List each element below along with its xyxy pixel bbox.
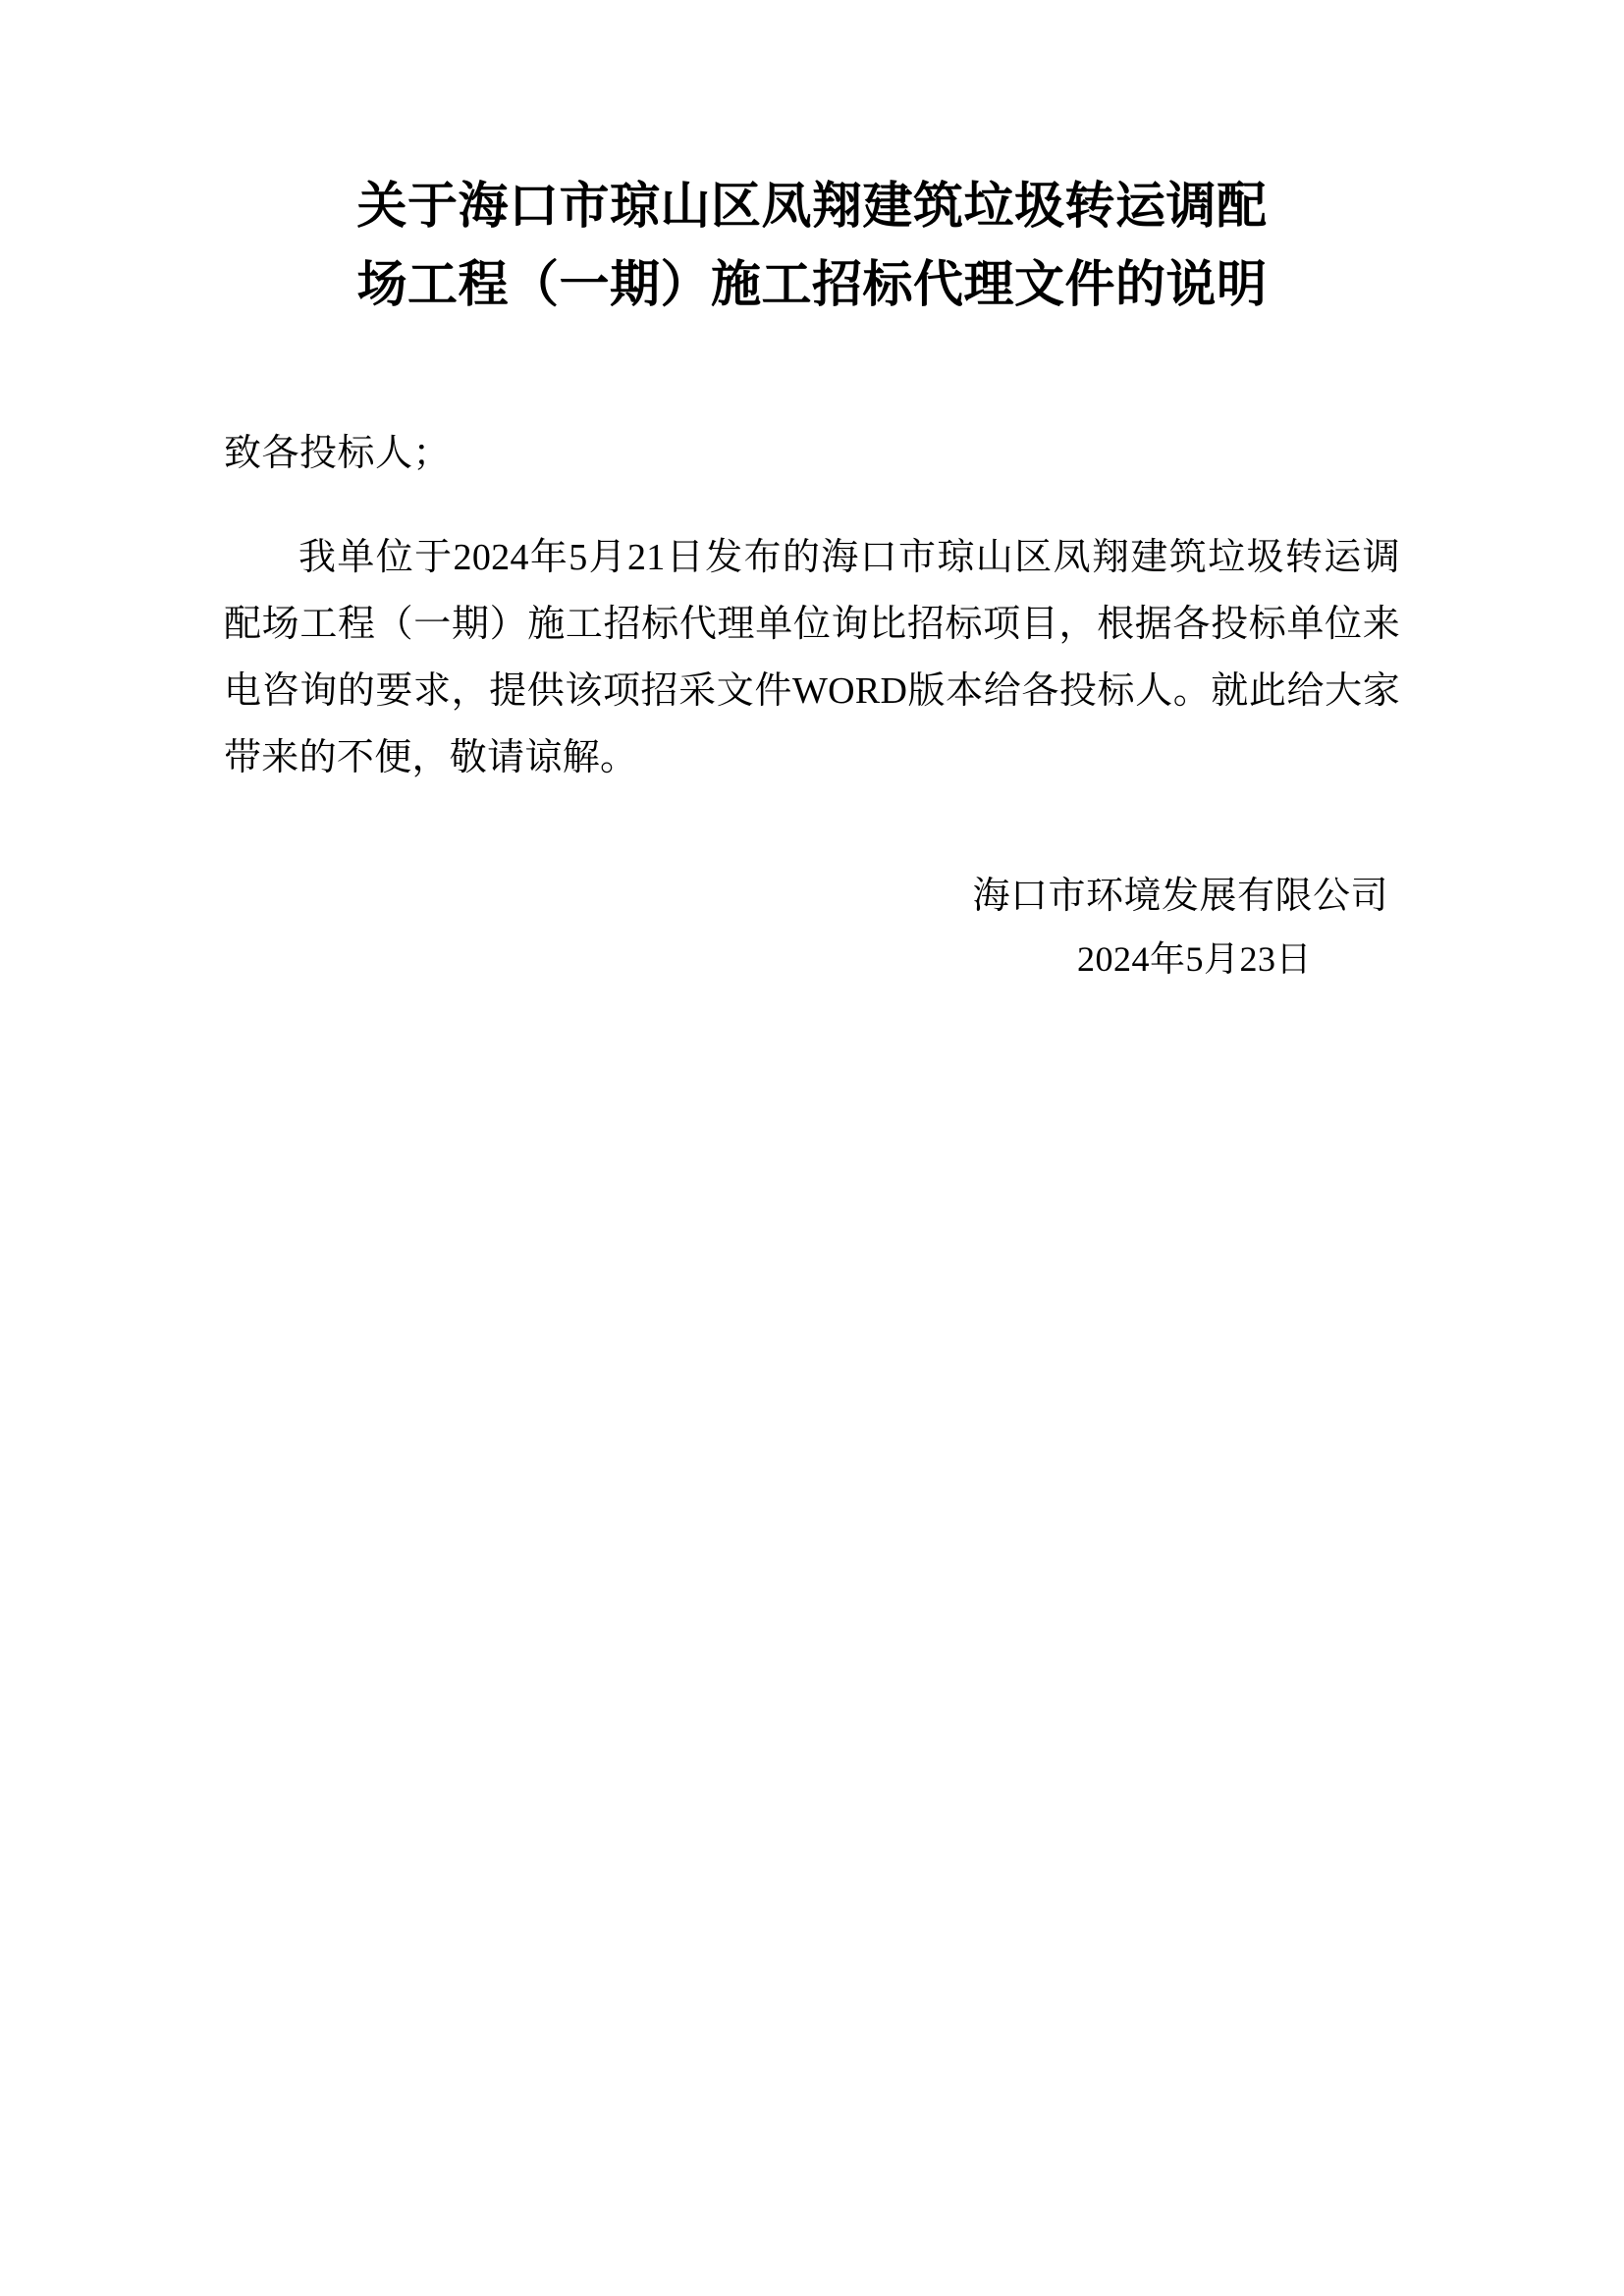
page-title-line-2: 场工程（一期）施工招标代理文件的说明 (356, 255, 1268, 314)
page-title-line-1: 关于海口市琼山区凤翔建筑垃圾转运调配 (356, 177, 1268, 236)
signature-block (224, 864, 1400, 989)
signature-date: 2024年5月23日 (1076, 939, 1312, 979)
signature-company: 海口市环境发展有限公司 (972, 876, 1388, 917)
document-content (224, 167, 1400, 989)
salutation: 致各投标人； (224, 433, 452, 474)
body-paragraph: 我单位于2024年5月21日发布的海口市琼山区凤翔建筑垃圾转运调配场工程（一期）施工招标代理单位询比招标项目，根据各投标单位来电咨询的要求，提供该项招采文件WORD版本给各投标人。就此给大家带来的不便，敬请谅解。 (224, 537, 1400, 778)
page-title (224, 167, 1400, 324)
